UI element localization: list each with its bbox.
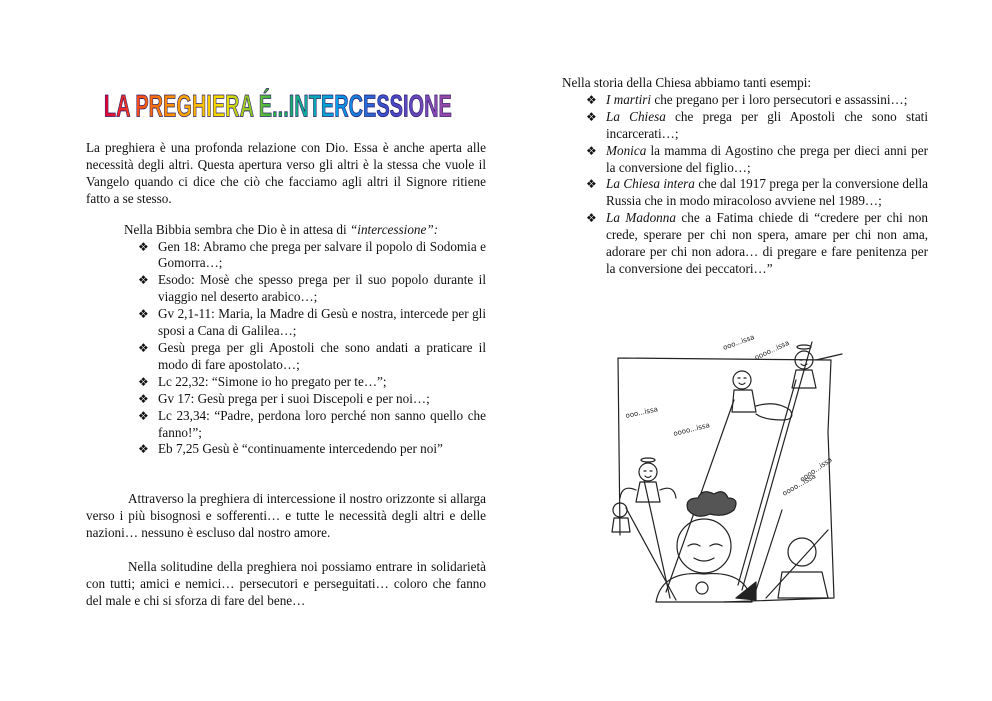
diamond-bullet-icon: ❖	[138, 239, 149, 254]
bible-list	[86, 239, 486, 459]
title-text: LA PREGHIERA É...INTERCESSIONE	[103, 88, 565, 125]
diamond-bullet-icon: ❖	[138, 273, 149, 288]
diamond-bullet-icon: ❖	[586, 211, 597, 226]
list-item: ❖ Esodo: Mosè che spesso prega per il suo popolo durante il viaggio nel deserto arabico…;	[138, 272, 486, 305]
list-item: ❖ Monica la mamma di Agostino che prega per dieci anni per la conversione del figlio…;	[586, 142, 928, 175]
list-item: ❖ Gv 2,1-11: Maria, la Madre di Gesù e nostra, intercede per gli sposi a Cana di Galilea…;	[138, 306, 486, 339]
stick-figure	[766, 530, 828, 598]
drawing-label: ooo...issa	[721, 333, 756, 352]
right-column	[562, 75, 928, 278]
angel-middle	[732, 371, 792, 420]
drawing-label: ooo...issa	[624, 405, 659, 420]
drawing-label: oooo...issa	[781, 472, 818, 498]
horizon-paragraph: Attraverso la preghiera di intercessione il nostro orizzonte si allarga verso i più bisognosi e sofferenti… e tutte le necessità degli altri e delle nazioni… nessuno è escluso dal nostro amore.	[86, 491, 486, 541]
diamond-bullet-icon: ❖	[138, 340, 149, 355]
drawing-label: oooo...issa	[753, 338, 791, 362]
church-list	[562, 92, 928, 278]
list-item: ❖ I martiri che pregano per i loro persecutori e assassini…;	[586, 91, 908, 107]
list-item: ❖ Gesù prega per gli Apostoli che sono andati a praticare il modo di fare apostolato…;	[138, 339, 486, 372]
diamond-bullet-icon: ❖	[138, 391, 149, 406]
list-item: ❖ Gen 18: Abramo che prega per salvare il popolo di Sodomia e Gomorra…;	[138, 238, 486, 271]
list-item: ❖ Lc 22,32: “Simone io ho pregato per te…”;	[138, 373, 387, 389]
diamond-bullet-icon: ❖	[138, 374, 149, 389]
drawing-label: oooo...issa	[798, 455, 834, 484]
page-title	[100, 80, 565, 125]
list-item: ❖ La Chiesa intera che dal 1917 prega per la conversione della Russia che in modo miracoloso avviene nel 1989…;	[586, 176, 929, 209]
intercession-drawing	[606, 320, 846, 610]
angel-small	[612, 503, 630, 532]
diamond-bullet-icon: ❖	[586, 92, 597, 107]
diamond-bullet-icon: ❖	[586, 143, 597, 158]
bible-intro-term: “intercessione”:	[349, 221, 439, 237]
left-column	[86, 140, 486, 610]
diamond-bullet-icon: ❖	[138, 408, 149, 423]
diamond-bullet-icon: ❖	[586, 177, 597, 192]
list-item: ❖ Gv 17: Gesù prega per i suoi Discepoli e per noi…;	[138, 390, 430, 406]
bible-intro-text: Nella Bibbia sembra che Dio è in attesa di	[124, 221, 350, 237]
list-item: ❖ Lc 23,34: “Padre, perdona loro perché non sanno quello che fanno!”;	[138, 407, 486, 440]
drawing-label: oooo...issa	[672, 421, 711, 438]
church-intro: Nella storia della Chiesa abbiamo tanti esempi:	[562, 75, 812, 90]
diamond-bullet-icon: ❖	[586, 109, 597, 124]
intro-paragraph: La preghiera è una profonda relazione con Dio. Essa è anche aperta alle necessità degli altri. Questa apertura verso gli altri è la stessa che vuole il Vangelo quando ci dice che ciò che facciamo agli altri il Signore ritiene fatto a se stesso.	[86, 140, 486, 206]
list-item: ❖ Eb 7,25 Gesù è “continuamente intercedendo per noi”	[138, 441, 443, 457]
list-item: ❖ La Chiesa che prega per gli Apostoli che sono stati incarcerati…;	[586, 108, 928, 141]
diamond-bullet-icon: ❖	[138, 307, 149, 322]
solidarity-paragraph: Nella solitudine della preghiera noi possiamo entrare in solidarietà con tutti; amici e nemici… persecutori e perseguitati… coloro che fanno del male e chi si sforza di fare del bene…	[86, 559, 486, 608]
bible-intro	[86, 222, 486, 239]
diamond-bullet-icon: ❖	[138, 442, 149, 457]
list-item: ❖ La Madonna che a Fatima chiede di “credere per chi non crede, sperare per chi non spera, amare per chi non ama, adorare per chi non adora… di pregare e fare penitenza per la conversione dei peccatori…”	[586, 210, 928, 276]
